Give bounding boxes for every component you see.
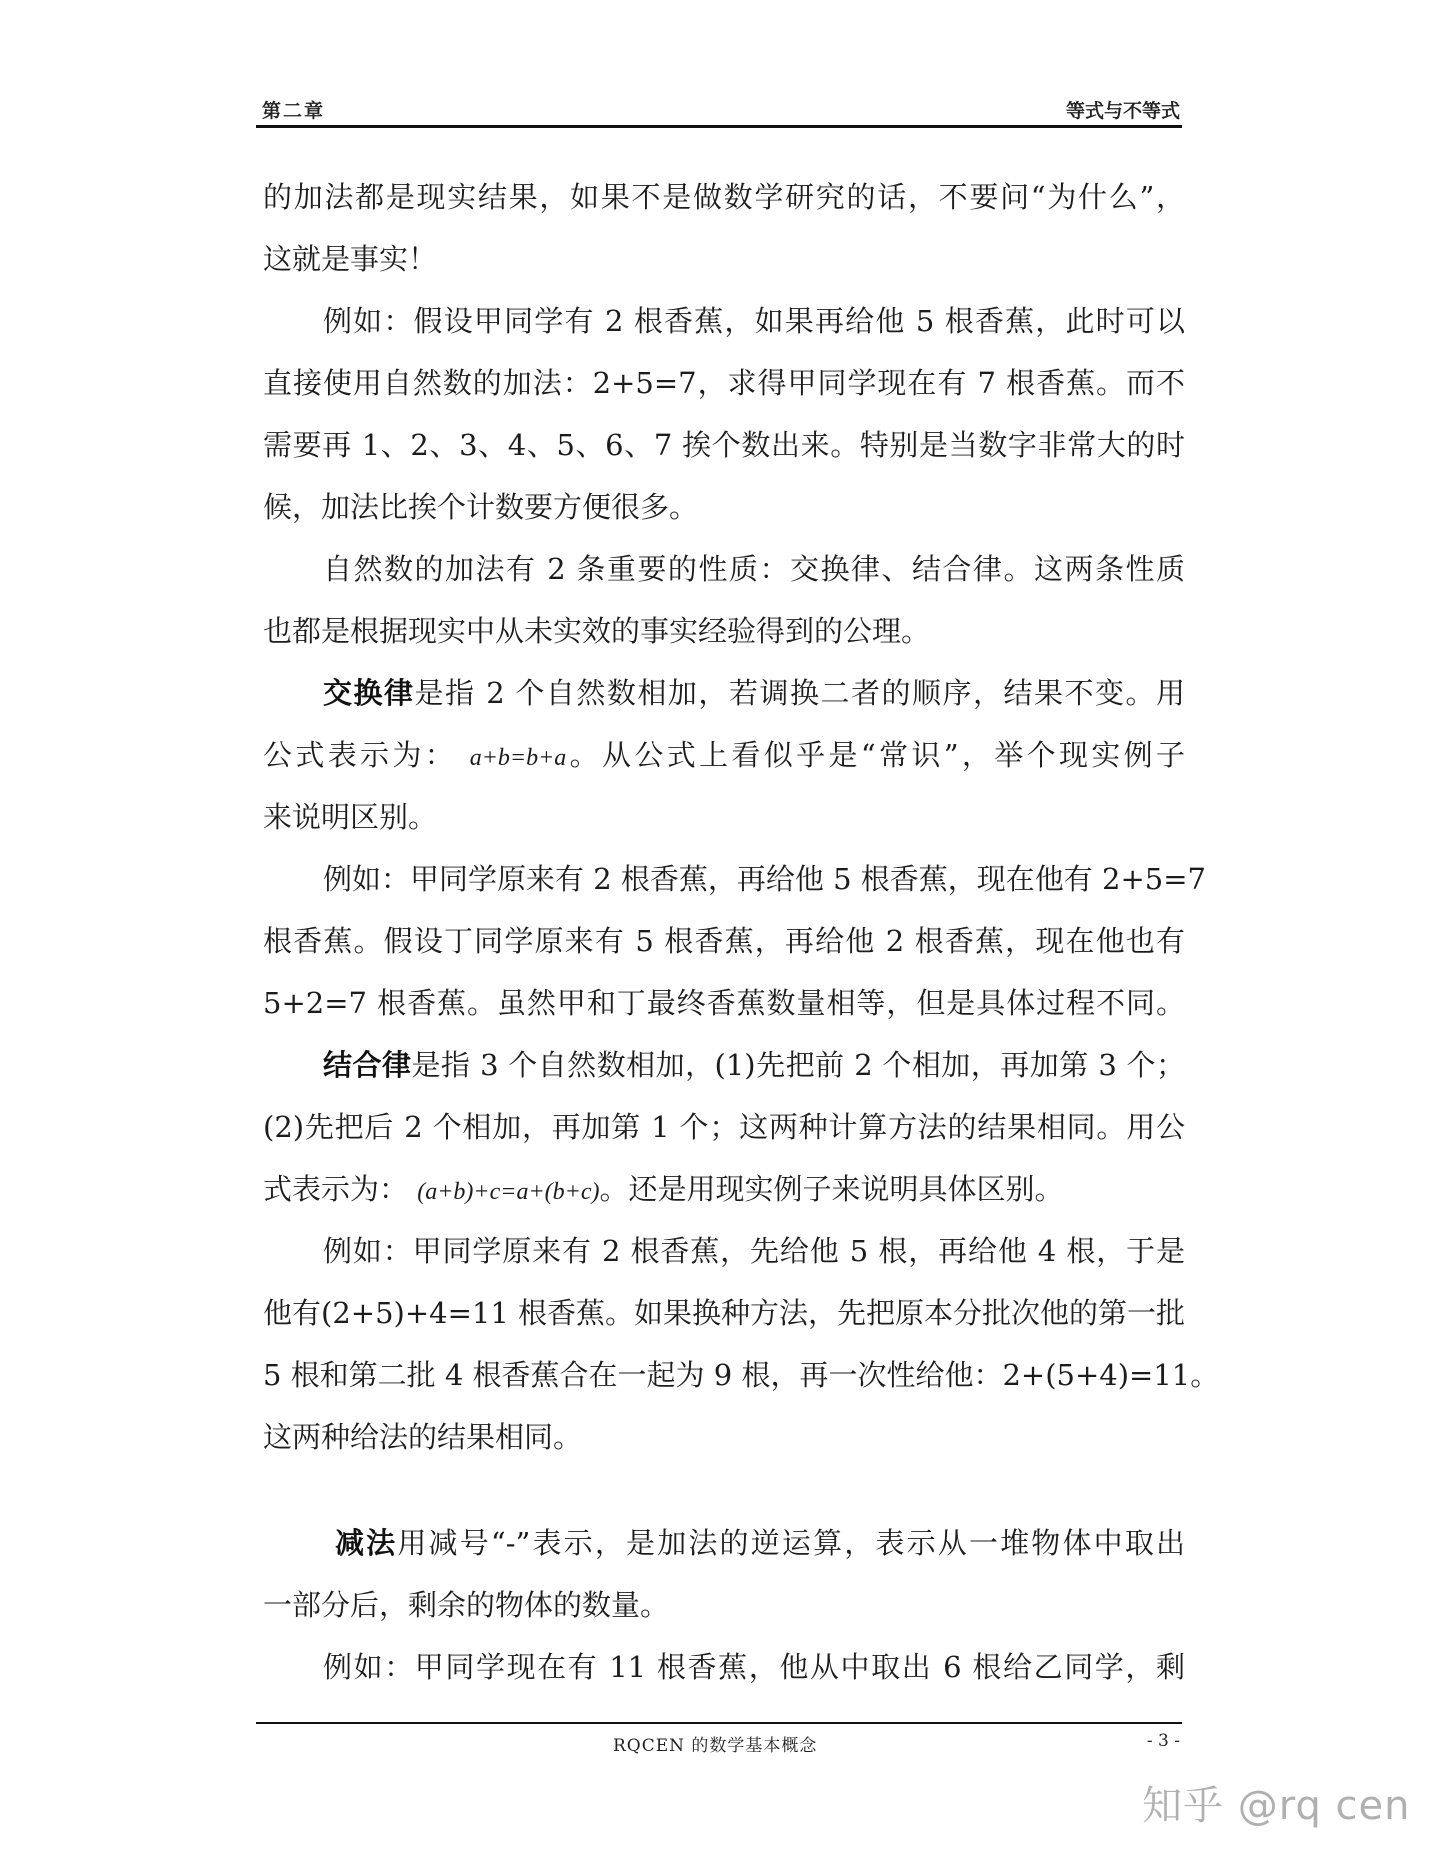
text-line: 例如：假设甲同学有 2 根香蕉，如果再给他 5 根香蕉，此时可以 xyxy=(323,304,1185,338)
text-line: 自然数的加法有 2 条重要的性质：交换律、结合律。这两条性质 xyxy=(323,552,1185,586)
text-line: 直接使用自然数的加法：2+5=7，求得甲同学现在有 7 根香蕉。而不 xyxy=(263,366,1185,400)
text-line: 也都是根据现实中从未实效的事实经验得到的公理。 xyxy=(263,614,931,648)
header-divider xyxy=(256,125,1182,128)
text-line: 公式表示为： a+b=b+a。从公式上看似乎是“常识”，举个现实例子 xyxy=(263,738,1185,772)
section-title: 等式与不等式 xyxy=(1065,100,1180,122)
text-line: 这两种给法的结果相同。 xyxy=(263,1420,583,1454)
page-number: - 3 - xyxy=(1146,1731,1180,1751)
formula-associative: (a+b)+c=a+(b+c) xyxy=(417,1179,600,1205)
chapter-label: 第二章 xyxy=(262,100,326,122)
text-line: 一部分后，剩余的物体的数量。 xyxy=(263,1588,670,1622)
page-header xyxy=(256,92,1182,126)
body-text xyxy=(263,166,1220,1698)
term-associative-law: 结合律 xyxy=(323,1048,412,1082)
text-line: (2)先把后 2 个相加，再加第 1 个；这两种计算方法的结果相同。用公 xyxy=(263,1110,1185,1144)
watermark: 知乎 @rq cen xyxy=(1142,1783,1411,1829)
footer-book-title: RQCEN 的数学基本概念 xyxy=(613,1736,818,1756)
text-line: 式表示为： (a+b)+c=a+(b+c)。还是用现实例子来说明具体区别。 xyxy=(263,1172,1064,1206)
formula-commutative: a+b=b+a xyxy=(469,745,567,771)
text-line: 结合律是指 3 个自然数相加，(1)先把前 2 个相加，再加第 3 个； xyxy=(323,1048,1185,1082)
paragraph-gap xyxy=(263,1468,1185,1512)
text-line: 候，加法比挨个计数要方便很多。 xyxy=(263,490,699,524)
footer-divider xyxy=(256,1722,1182,1724)
text-line: 减法用减号“-”表示，是加法的逆运算，表示从一堆物体中取出 xyxy=(335,1526,1185,1560)
text-line: 的加法都是现实结果，如果不是做数学研究的话，不要问“为什么”， xyxy=(263,180,1185,214)
text-line: 需要再 1、2、3、4、5、6、7 挨个数出来。特别是当数字非常大的时 xyxy=(263,428,1185,462)
term-commutative-law: 交换律 xyxy=(323,676,415,710)
term-subtraction: 减法 xyxy=(335,1526,398,1560)
text-line: 他有(2+5)+4=11 根香蕉。如果换种方法，先把原本分批次他的第一批 xyxy=(263,1296,1185,1330)
text-line: 例如：甲同学原来有 2 根香蕉，再给他 5 根香蕉，现在他有 2+5=7 xyxy=(323,862,1206,896)
text-line: 例如：甲同学原来有 2 根香蕉，先给他 5 根，再给他 4 根，于是 xyxy=(323,1234,1185,1268)
text-line: 这就是事实！ xyxy=(263,242,438,276)
text-line: 5 根和第二批 4 根香蕉合在一起为 9 根，再一次性给他：2+(5+4)=11。 xyxy=(263,1358,1220,1392)
text-line: 来说明区别。 xyxy=(263,800,438,834)
text-line: 根香蕉。假设丁同学原来有 5 根香蕉，再给他 2 根香蕉，现在他也有 xyxy=(263,924,1185,958)
text-line: 例如：甲同学现在有 11 根香蕉，他从中取出 6 根给乙同学，剩 xyxy=(323,1650,1185,1684)
text-line: 5+2=7 根香蕉。虽然甲和丁最终香蕉数量相等，但是具体过程不同。 xyxy=(263,986,1185,1020)
text-line: 交换律是指 2 个自然数相加，若调换二者的顺序，结果不变。用 xyxy=(323,676,1185,710)
